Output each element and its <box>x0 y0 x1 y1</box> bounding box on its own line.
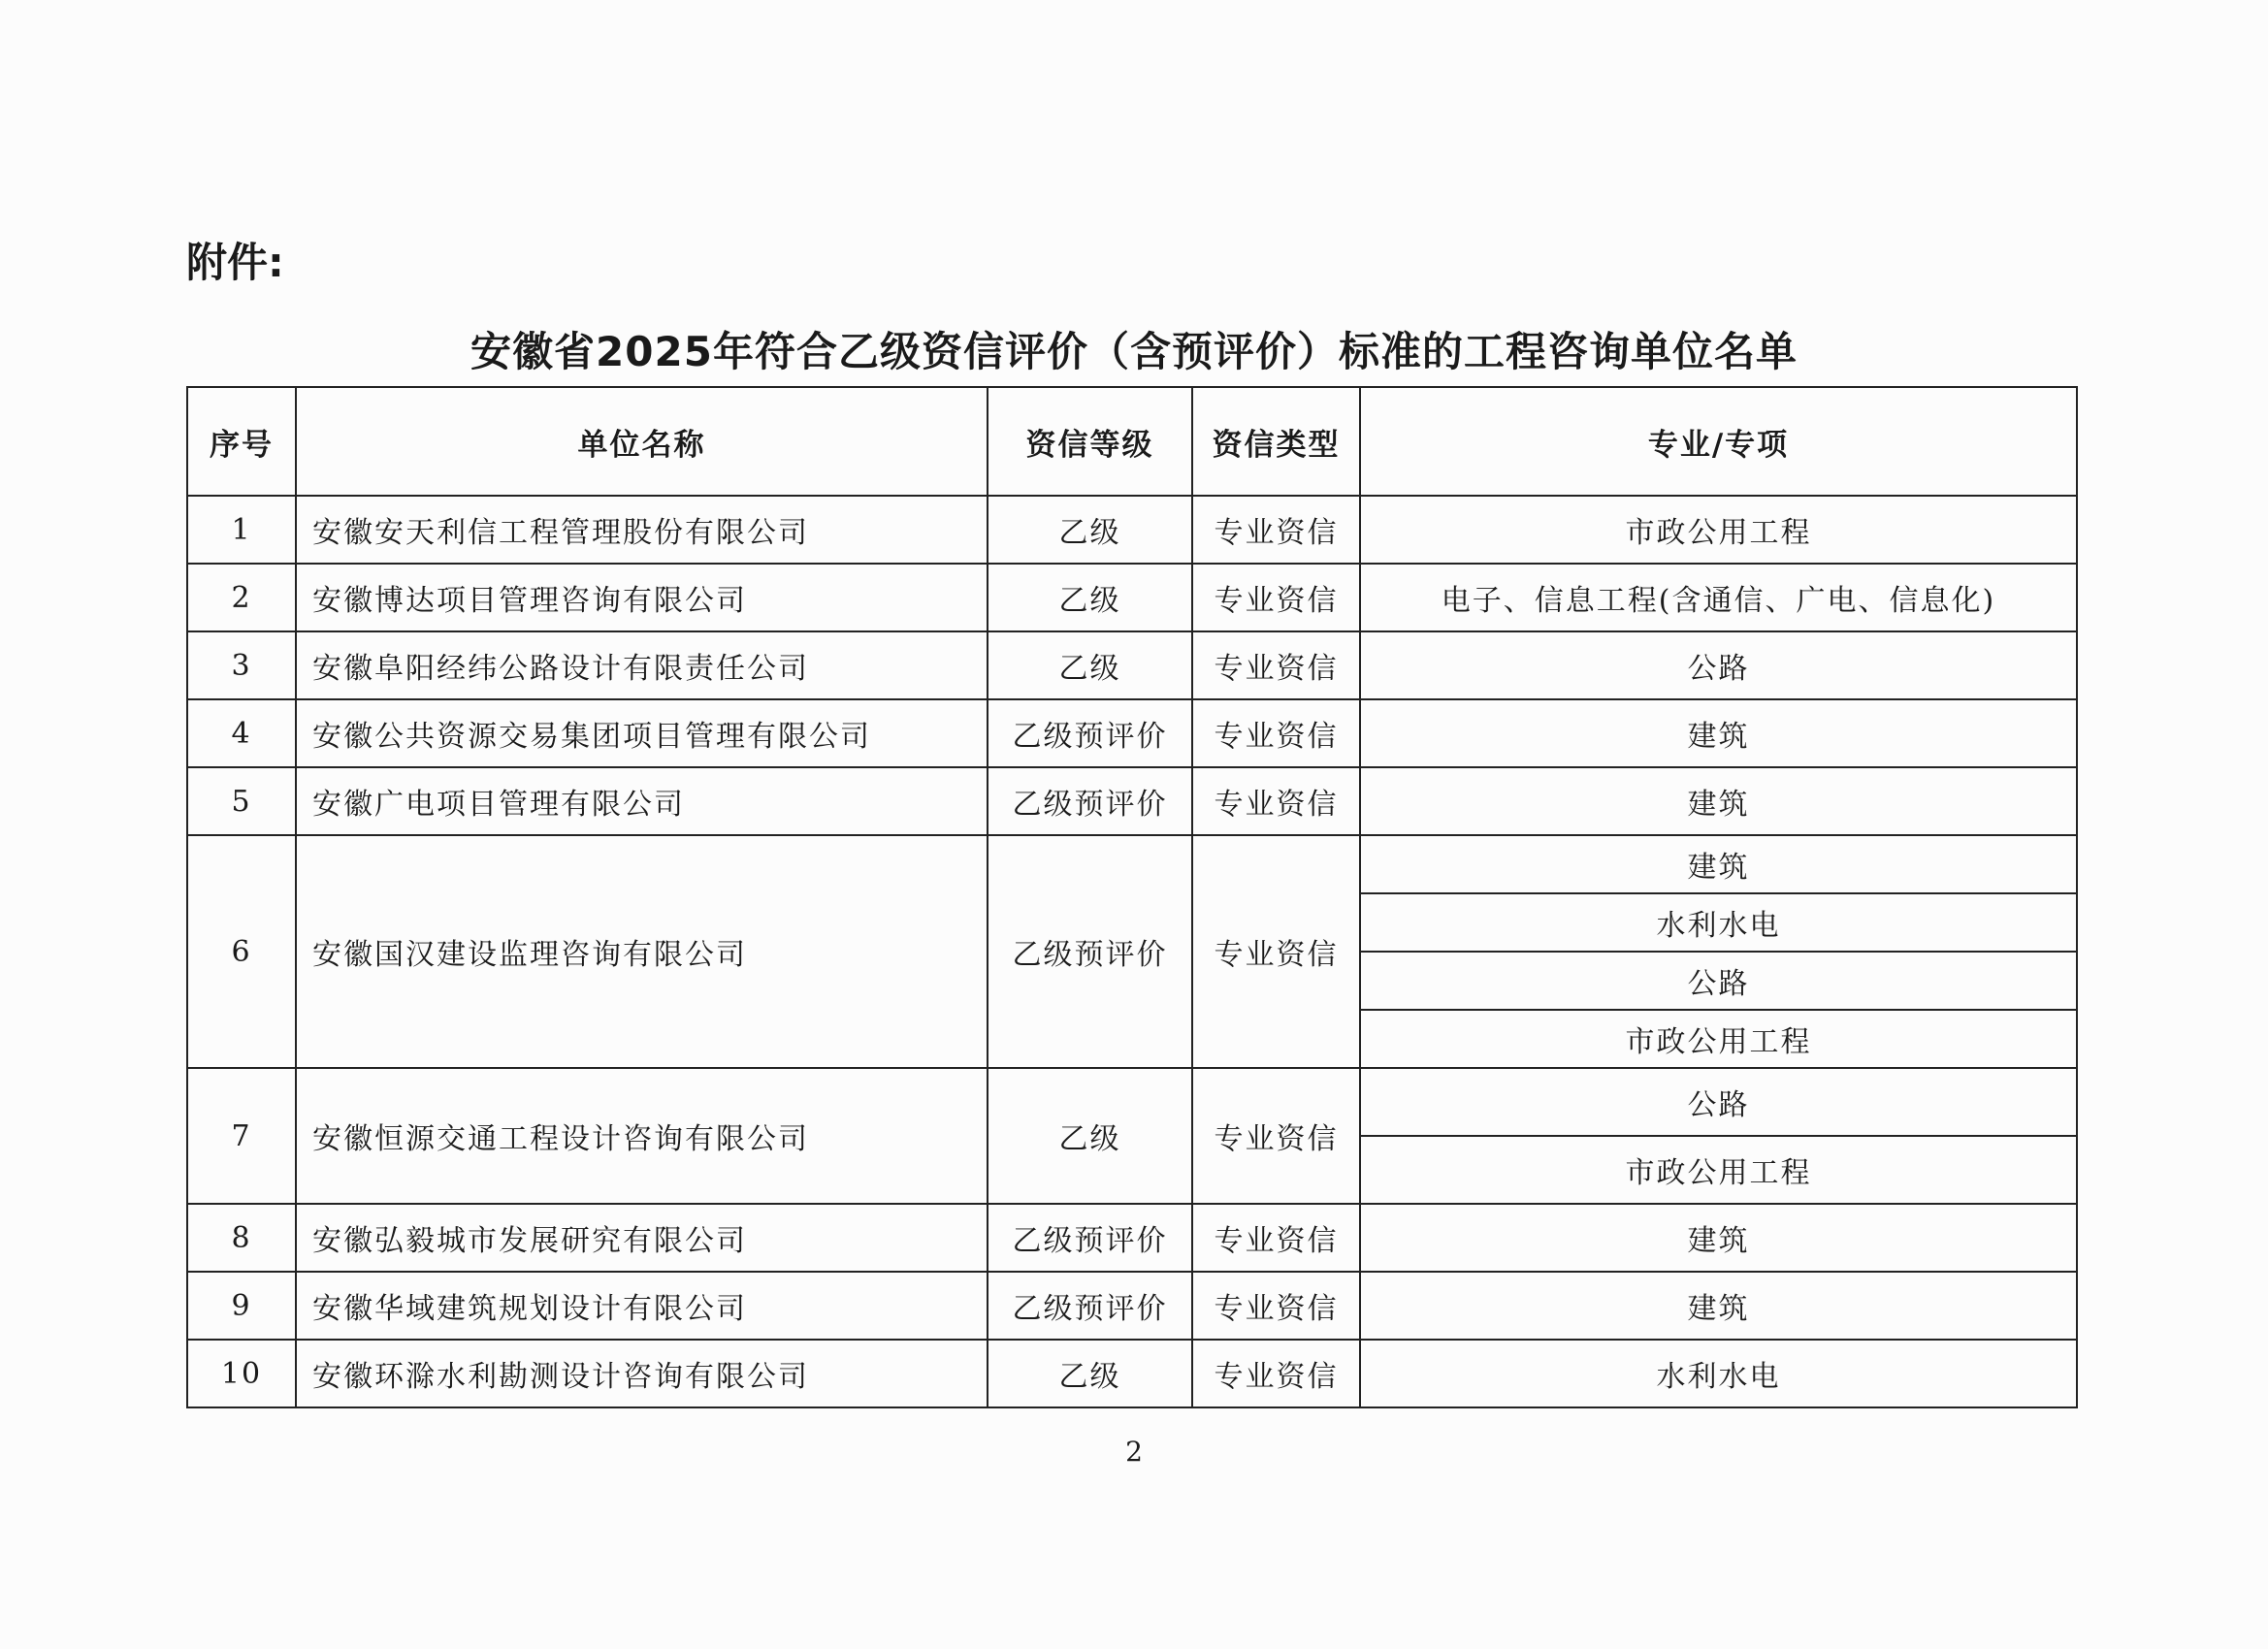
cell-name: 安徽国汉建设监理咨询有限公司 <box>296 835 988 1068</box>
header-grade: 资信等级 <box>988 387 1192 496</box>
cell-type: 专业资信 <box>1192 1204 1360 1272</box>
table-row <box>187 835 2077 893</box>
table-row <box>187 1272 2077 1340</box>
cell-specialty: 市政公用工程 <box>1360 1010 2077 1068</box>
cell-name: 安徽广电项目管理有限公司 <box>296 767 988 835</box>
cell-type: 专业资信 <box>1192 699 1360 767</box>
cell-type: 专业资信 <box>1192 835 1360 1068</box>
cell-grade: 乙级 <box>988 631 1192 699</box>
table-row <box>187 496 2077 564</box>
cell-grade: 乙级 <box>988 564 1192 631</box>
cell-specialty: 水利水电 <box>1360 1340 2077 1407</box>
cell-type: 专业资信 <box>1192 767 1360 835</box>
cell-type: 专业资信 <box>1192 564 1360 631</box>
cell-specialty: 水利水电 <box>1360 893 2077 952</box>
cell-specialty: 公路 <box>1360 1068 2077 1136</box>
cell-name: 安徽博达项目管理咨询有限公司 <box>296 564 988 631</box>
cell-name: 安徽恒源交通工程设计咨询有限公司 <box>296 1068 988 1204</box>
document-title: 安徽省2025年符合乙级资信评价（含预评价）标准的工程咨询单位名单 <box>470 328 1798 375</box>
cell-no: 6 <box>187 835 296 1068</box>
cell-name: 安徽安天利信工程管理股份有限公司 <box>296 496 988 564</box>
cell-grade: 乙级 <box>988 1340 1192 1407</box>
cell-grade: 乙级预评价 <box>988 1272 1192 1340</box>
cell-specialty: 建筑 <box>1360 699 2077 767</box>
cell-name: 安徽阜阳经纬公路设计有限责任公司 <box>296 631 988 699</box>
table-row <box>187 767 2077 835</box>
cell-specialty: 公路 <box>1360 631 2077 699</box>
cell-grade: 乙级预评价 <box>988 835 1192 1068</box>
cell-no: 5 <box>187 767 296 835</box>
table-row <box>187 1068 2077 1136</box>
cell-specialty: 公路 <box>1360 952 2077 1010</box>
cell-no: 4 <box>187 699 296 767</box>
header-name: 单位名称 <box>296 387 988 496</box>
table-row <box>187 1204 2077 1272</box>
cell-no: 10 <box>187 1340 296 1407</box>
cell-type: 专业资信 <box>1192 496 1360 564</box>
cell-no: 7 <box>187 1068 296 1204</box>
cell-specialty: 建筑 <box>1360 835 2077 893</box>
cell-type: 专业资信 <box>1192 1272 1360 1340</box>
cell-specialty: 市政公用工程 <box>1360 1136 2077 1204</box>
cell-specialty: 电子、信息工程(含通信、广电、信息化) <box>1360 564 2077 631</box>
table-row <box>187 564 2077 631</box>
cell-name: 安徽公共资源交易集团项目管理有限公司 <box>296 699 988 767</box>
table-row <box>187 699 2077 767</box>
cell-specialty: 建筑 <box>1360 1204 2077 1272</box>
cell-name: 安徽环滁水利勘测设计咨询有限公司 <box>296 1340 988 1407</box>
header-no: 序号 <box>187 387 296 496</box>
cell-grade: 乙级预评价 <box>988 699 1192 767</box>
table-row <box>187 1340 2077 1407</box>
cell-specialty: 建筑 <box>1360 1272 2077 1340</box>
attachment-label: 附件: <box>186 239 284 286</box>
cell-no: 9 <box>187 1272 296 1340</box>
cell-grade: 乙级 <box>988 496 1192 564</box>
page-number: 2 <box>1125 1436 1143 1468</box>
cell-grade: 乙级预评价 <box>988 767 1192 835</box>
cell-no: 3 <box>187 631 296 699</box>
table-header-row <box>187 387 2077 496</box>
table-row <box>187 631 2077 699</box>
cell-no: 8 <box>187 1204 296 1272</box>
cell-grade: 乙级预评价 <box>988 1204 1192 1272</box>
cell-type: 专业资信 <box>1192 1340 1360 1407</box>
cell-name: 安徽华域建筑规划设计有限公司 <box>296 1272 988 1340</box>
header-type: 资信类型 <box>1192 387 1360 496</box>
cell-name: 安徽弘毅城市发展研究有限公司 <box>296 1204 988 1272</box>
cell-specialty: 建筑 <box>1360 767 2077 835</box>
cell-no: 1 <box>187 496 296 564</box>
cell-grade: 乙级 <box>988 1068 1192 1204</box>
unit-roster-table <box>186 386 2078 1408</box>
cell-type: 专业资信 <box>1192 1068 1360 1204</box>
cell-no: 2 <box>187 564 296 631</box>
table-body <box>187 496 2077 1407</box>
cell-specialty: 市政公用工程 <box>1360 496 2077 564</box>
cell-type: 专业资信 <box>1192 631 1360 699</box>
header-specialty: 专业/专项 <box>1360 387 2077 496</box>
